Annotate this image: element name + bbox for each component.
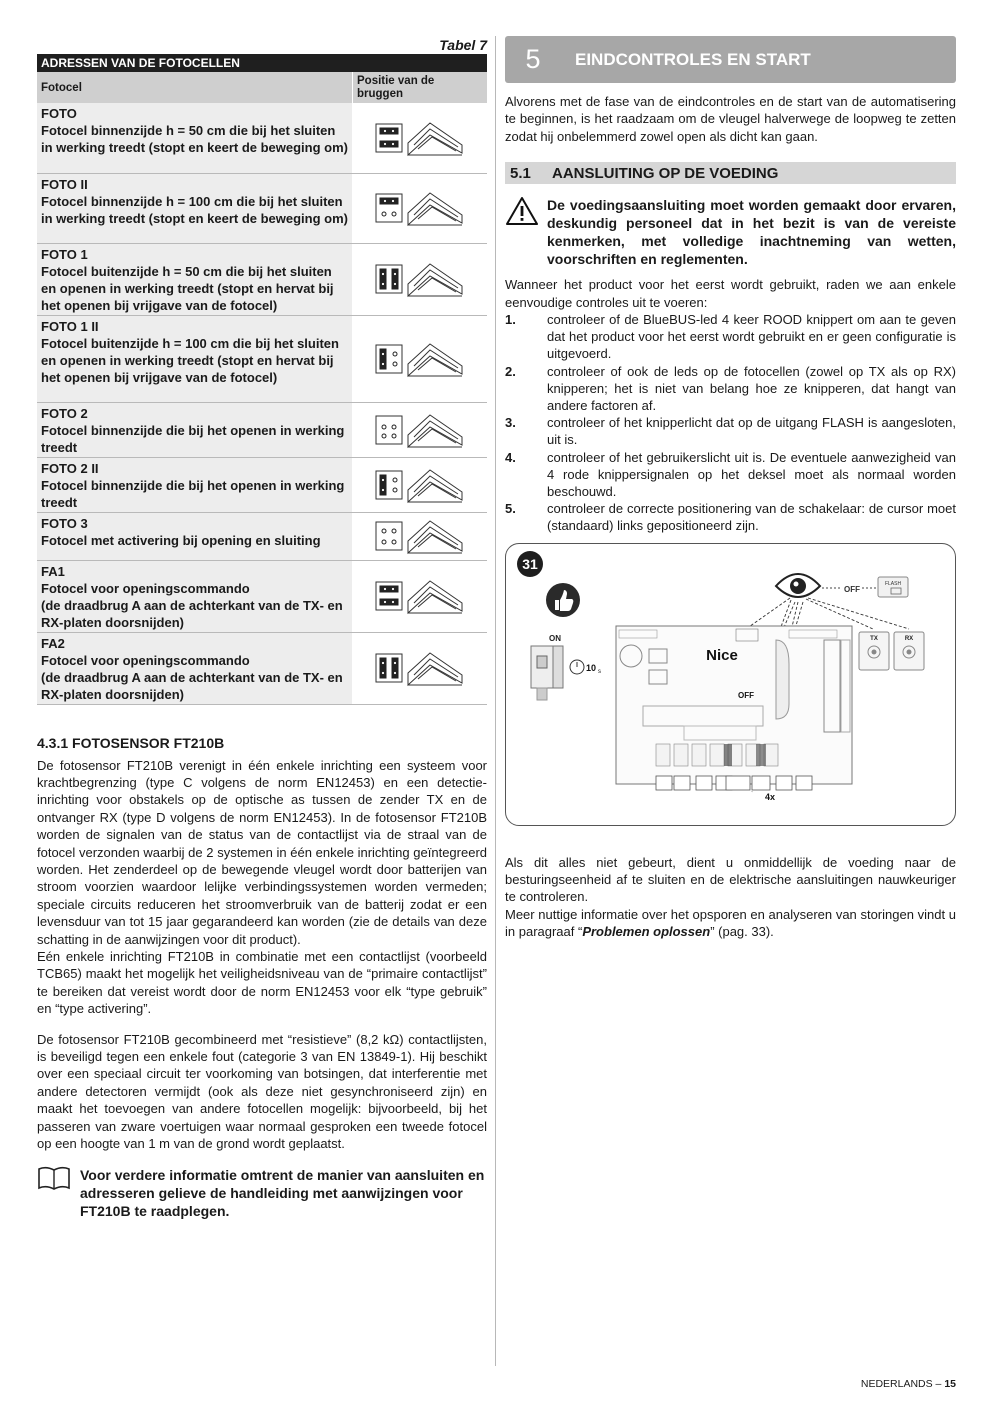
warning-block <box>505 196 956 268</box>
section-number: 5.1 <box>510 164 531 182</box>
bridge-position-diagram <box>353 173 488 243</box>
column-header-bridge-position: Positie van de bruggen <box>353 72 488 103</box>
photocell-tx <box>859 632 889 670</box>
photocell-text: Fotocel buitenzijde h = 50 cm die bij het sluiten en openen in werking treedt (stopt en hervat bij het openen bij vrijgave van de fotocel) <box>41 263 334 313</box>
photocell-name: FOTO 2 <box>41 405 88 421</box>
section-title: AANSLUITING OP DE VOEDING <box>552 164 779 182</box>
board-brand: Nice <box>706 646 738 664</box>
photocell-description <box>37 632 353 704</box>
bridge-position-diagram <box>353 512 488 560</box>
right-column <box>505 36 956 941</box>
bridge-position-diagram <box>353 103 488 173</box>
chapter-number: 5 <box>525 44 541 74</box>
list-item <box>505 449 956 501</box>
chapter-intro: Alvorens met de fase van de eindcontroles en de start van de automatisering te beginnen, is het raadzaam om de vleugel halverwege de loopweg te zetten zodat hij onbelemmerd zowel open als dicht kan gaan. <box>505 94 956 144</box>
svg-text:TX: TX <box>870 635 878 642</box>
photocell-name: FOTO II <box>41 176 88 192</box>
troubleshooting-link[interactable]: Problemen oplossen <box>582 924 711 940</box>
photocell-description <box>37 173 353 243</box>
photocell-description <box>37 560 353 632</box>
table-row <box>37 402 487 457</box>
photocell-text: Fotocel binnenzijde die bij het openen in werking treedt <box>41 477 345 510</box>
list-item <box>505 363 956 415</box>
photocell-name: FOTO 2 II <box>41 460 99 476</box>
footer-language: NEDERLANDS – <box>860 1378 945 1390</box>
list-item-text: controleer of de BlueBUS-led 4 keer ROOD knippert om aan te geven dat het product voor het eerst wordt gebruikt en er geen configuratie is uitgevoerd. <box>547 312 956 362</box>
page-number: 15 <box>944 1378 956 1390</box>
bridge-position-diagram <box>353 402 488 457</box>
list-item-number: 3. <box>505 415 516 431</box>
flash-off-label: OFF <box>844 584 860 594</box>
photocell-name: FOTO <box>41 106 77 121</box>
photocell-text: Fotocel buitenzijde h = 100 cm die bij het sluiten en openen in werking treedt (stopt en hervat bij het openen bij vrijgave van de fotocel) <box>41 335 339 385</box>
checks-lead: Wanneer het product voor het eerst wordt gebruikt, raden we aan enkele eenvoudige controles uit te voeren: <box>505 277 956 310</box>
flash-label: FLASH <box>884 580 902 587</box>
photocell-name: FA1 <box>41 563 65 579</box>
table-row <box>37 632 487 704</box>
subheading-ft210b: 4.3.1 FOTOSENSOR FT210B <box>37 734 225 751</box>
photocell-description <box>37 457 353 512</box>
left-column <box>37 36 487 1220</box>
list-item-number: 4. <box>505 449 516 465</box>
bridge-position-diagram <box>353 560 488 632</box>
table-caption: Tabel 7 <box>439 37 487 53</box>
column-header-photocell: Fotocel <box>37 72 353 103</box>
control-board <box>616 626 852 784</box>
photocell-text: Fotocel binnenzijde h = 100 cm die bij het sluiten in werking treedt (stopt en keert de beweging om) <box>41 193 348 226</box>
bridge-position-diagram <box>353 243 488 315</box>
table-row <box>37 243 487 315</box>
warning-text: De voedingsaansluiting moet worden gemaakt door ervaren, deskundig personeel dat in het bezit is van de vereiste kenmerken, met volledige inachtneming van wetten, voorschriften en reglementen. <box>547 197 956 268</box>
table-row <box>37 512 487 560</box>
after-paragraph-2: Meer nuttige informatie over het opsporen en analyseren van storingen vindt u in paragraaf “Problemen oplossen” (pag. 33). <box>505 906 956 940</box>
blink-count-label: 4x <box>765 791 776 802</box>
list-item <box>505 311 956 363</box>
table-row <box>37 315 487 402</box>
list-item <box>505 414 956 448</box>
list-item-number: 5. <box>505 501 516 517</box>
bridge-position-diagram <box>353 457 488 512</box>
breaker-on-label: ON <box>549 633 561 643</box>
timer-label: 10 <box>586 662 597 673</box>
after-paragraph-1: Als dit alles niet gebeurt, dient u onmiddellijk de voeding naar de besturingseenheid af te sluiten en de elektrische aansluitingen nauwkeuriger te controleren. <box>505 854 956 905</box>
photocell-description <box>37 315 353 402</box>
list-item-text: controleer of het gebruikerslicht uit is. De eventuele aanwezigheid van 4 rode knippersignalen op het deksel moet als normaal worden beschouwd. <box>547 449 956 500</box>
photocell-description <box>37 103 353 173</box>
column-divider <box>495 36 496 1366</box>
photocell-name: FA2 <box>41 635 65 651</box>
photocell-rx <box>894 632 924 670</box>
chapter-title: EINDCONTROLES EN START <box>575 49 811 69</box>
photocell-text: Fotocel voor openingscommando (de draadbrug A aan de achterkant van de TX- en RX-platen doorsnijden) <box>41 580 343 630</box>
warning-triangle-icon <box>505 196 541 268</box>
table-row <box>37 457 487 512</box>
timer-unit: s <box>598 668 601 675</box>
photocell-text: Fotocel binnenzijde die bij het openen in werking treedt <box>41 422 345 455</box>
photocell-text: Fotocel voor openingscommando (de draadbrug A aan de achterkant van de TX- en RX-platen doorsnijden) <box>41 652 343 702</box>
list-item-number: 1. <box>505 312 516 328</box>
table-row <box>37 173 487 243</box>
photocell-address-table <box>37 54 487 705</box>
list-item <box>505 500 956 534</box>
eye-icon <box>776 574 820 597</box>
photocell-name: FOTO 3 <box>41 515 88 531</box>
circuit-breaker <box>531 646 563 700</box>
paragraph-ft210b-1: De fotosensor FT210B verenigt in één enkele inrichting een systeem voor krachtbegrenzing (type C volgens de norm EN12453) en een detectie-inrichting voor obstakels op de optische as tussen de zender TX en de ontvanger RX (type D volgens de norm EN12453). In de fotosensor FT210B worden de signalen van de status van de contactlijst via de straal van de fotocel verzonden waarbij de 2 systemen in één enkele inrichting geïntegreerd worden. Het zenderdeel op de bewegende vleugel wordt door batterijen van stroom voorzien waardoor lelijke verbindingssystemen worden vermeden; speciale circuits reduceren het stroomverbruik van de batterij zodat er een levensduur van tot 15 jaar gegarandeerd kan worden (zie de details van deze schatting in de aanwijzingen voor dit product). <box>37 757 487 947</box>
manual-note-text: Voor verdere informatie omtrent de manier van aansluiten en adresseren gelieve de handleiding met aanwijzingen voor FT210B te raadplegen. <box>80 1167 485 1220</box>
manual-note <box>37 1166 487 1220</box>
figure-31 <box>505 543 956 826</box>
photocell-text: Fotocel binnenzijde h = 50 cm die bij het sluiten in werking treedt (stopt en keert de beweging om) <box>41 123 348 155</box>
table-row <box>37 560 487 632</box>
table-title: ADRESSEN VAN DE FOTOCELLEN <box>37 54 487 72</box>
table-row <box>37 103 487 173</box>
photocell-description <box>37 243 353 315</box>
terminal-blocks <box>656 776 812 790</box>
photocell-description <box>37 402 353 457</box>
photocell-text: Fotocel met activering bij opening en sluiting <box>41 532 321 548</box>
page-footer <box>861 1378 956 1390</box>
board-off-label: OFF <box>738 690 754 700</box>
chapter-header <box>505 36 956 83</box>
paragraph-ft210b-2: Eén enkele inrichting FT210B in combinatie met een contactlijst (voorbeeld TCB65) maakt het mogelijk het veiligheidsniveau van de “primaire contactlijst” te bereiken dat vereist wordt door de norm EN12453 voor elk “type gebruik” en “type activering”. <box>37 948 487 1017</box>
photocell-name: FOTO 1 <box>41 246 88 262</box>
bridge-position-diagram <box>353 315 488 402</box>
list-item-text: controleer de correcte positionering van de schakelaar: de cursor moet (standaard) links gepositioneerd zijn. <box>547 501 956 534</box>
bridge-position-diagram <box>353 632 488 704</box>
paragraph-ft210b-3: De fotosensor FT210B gecombineerd met “resistieve” (8,2 kΩ) contactlijsten, is beveiligd tegen een enkele fout (categorie 3 van EN 13849-1). Hij beschikt over een speciaal circuit ter voorkoming van botsingen, dat interferentie met andere detectoren vermijdt (ook als deze niet gesynchroniseerd zijn) en maakt het toevoegen van andere fotocellen mogelijk: bijvoorbeeld, bij het passeren van zware voertuigen waar normaal gesproken een tweede fotocel op een hoogte van 1 m van de grond wordt geplaatst. <box>37 1031 487 1152</box>
photocell-name: FOTO 1 II <box>41 318 99 334</box>
list-item-text: controleer of ook de leds op de fotocellen (zowel op TX als op RX) knipperen; het is niet van belang hoe ze knipperen, dat hangt van andere factoren af. <box>547 363 956 414</box>
list-item-number: 2. <box>505 363 516 379</box>
section-header <box>505 162 956 184</box>
book-icon <box>37 1166 73 1220</box>
svg-text:RX: RX <box>904 635 914 642</box>
list-item-text: controleer of het knipperlicht dat op de uitgang FLASH is aangesloten, uit is. <box>547 415 956 448</box>
figure-number: 31 <box>522 555 538 572</box>
photocell-description <box>37 512 353 560</box>
checks-list <box>505 311 956 535</box>
